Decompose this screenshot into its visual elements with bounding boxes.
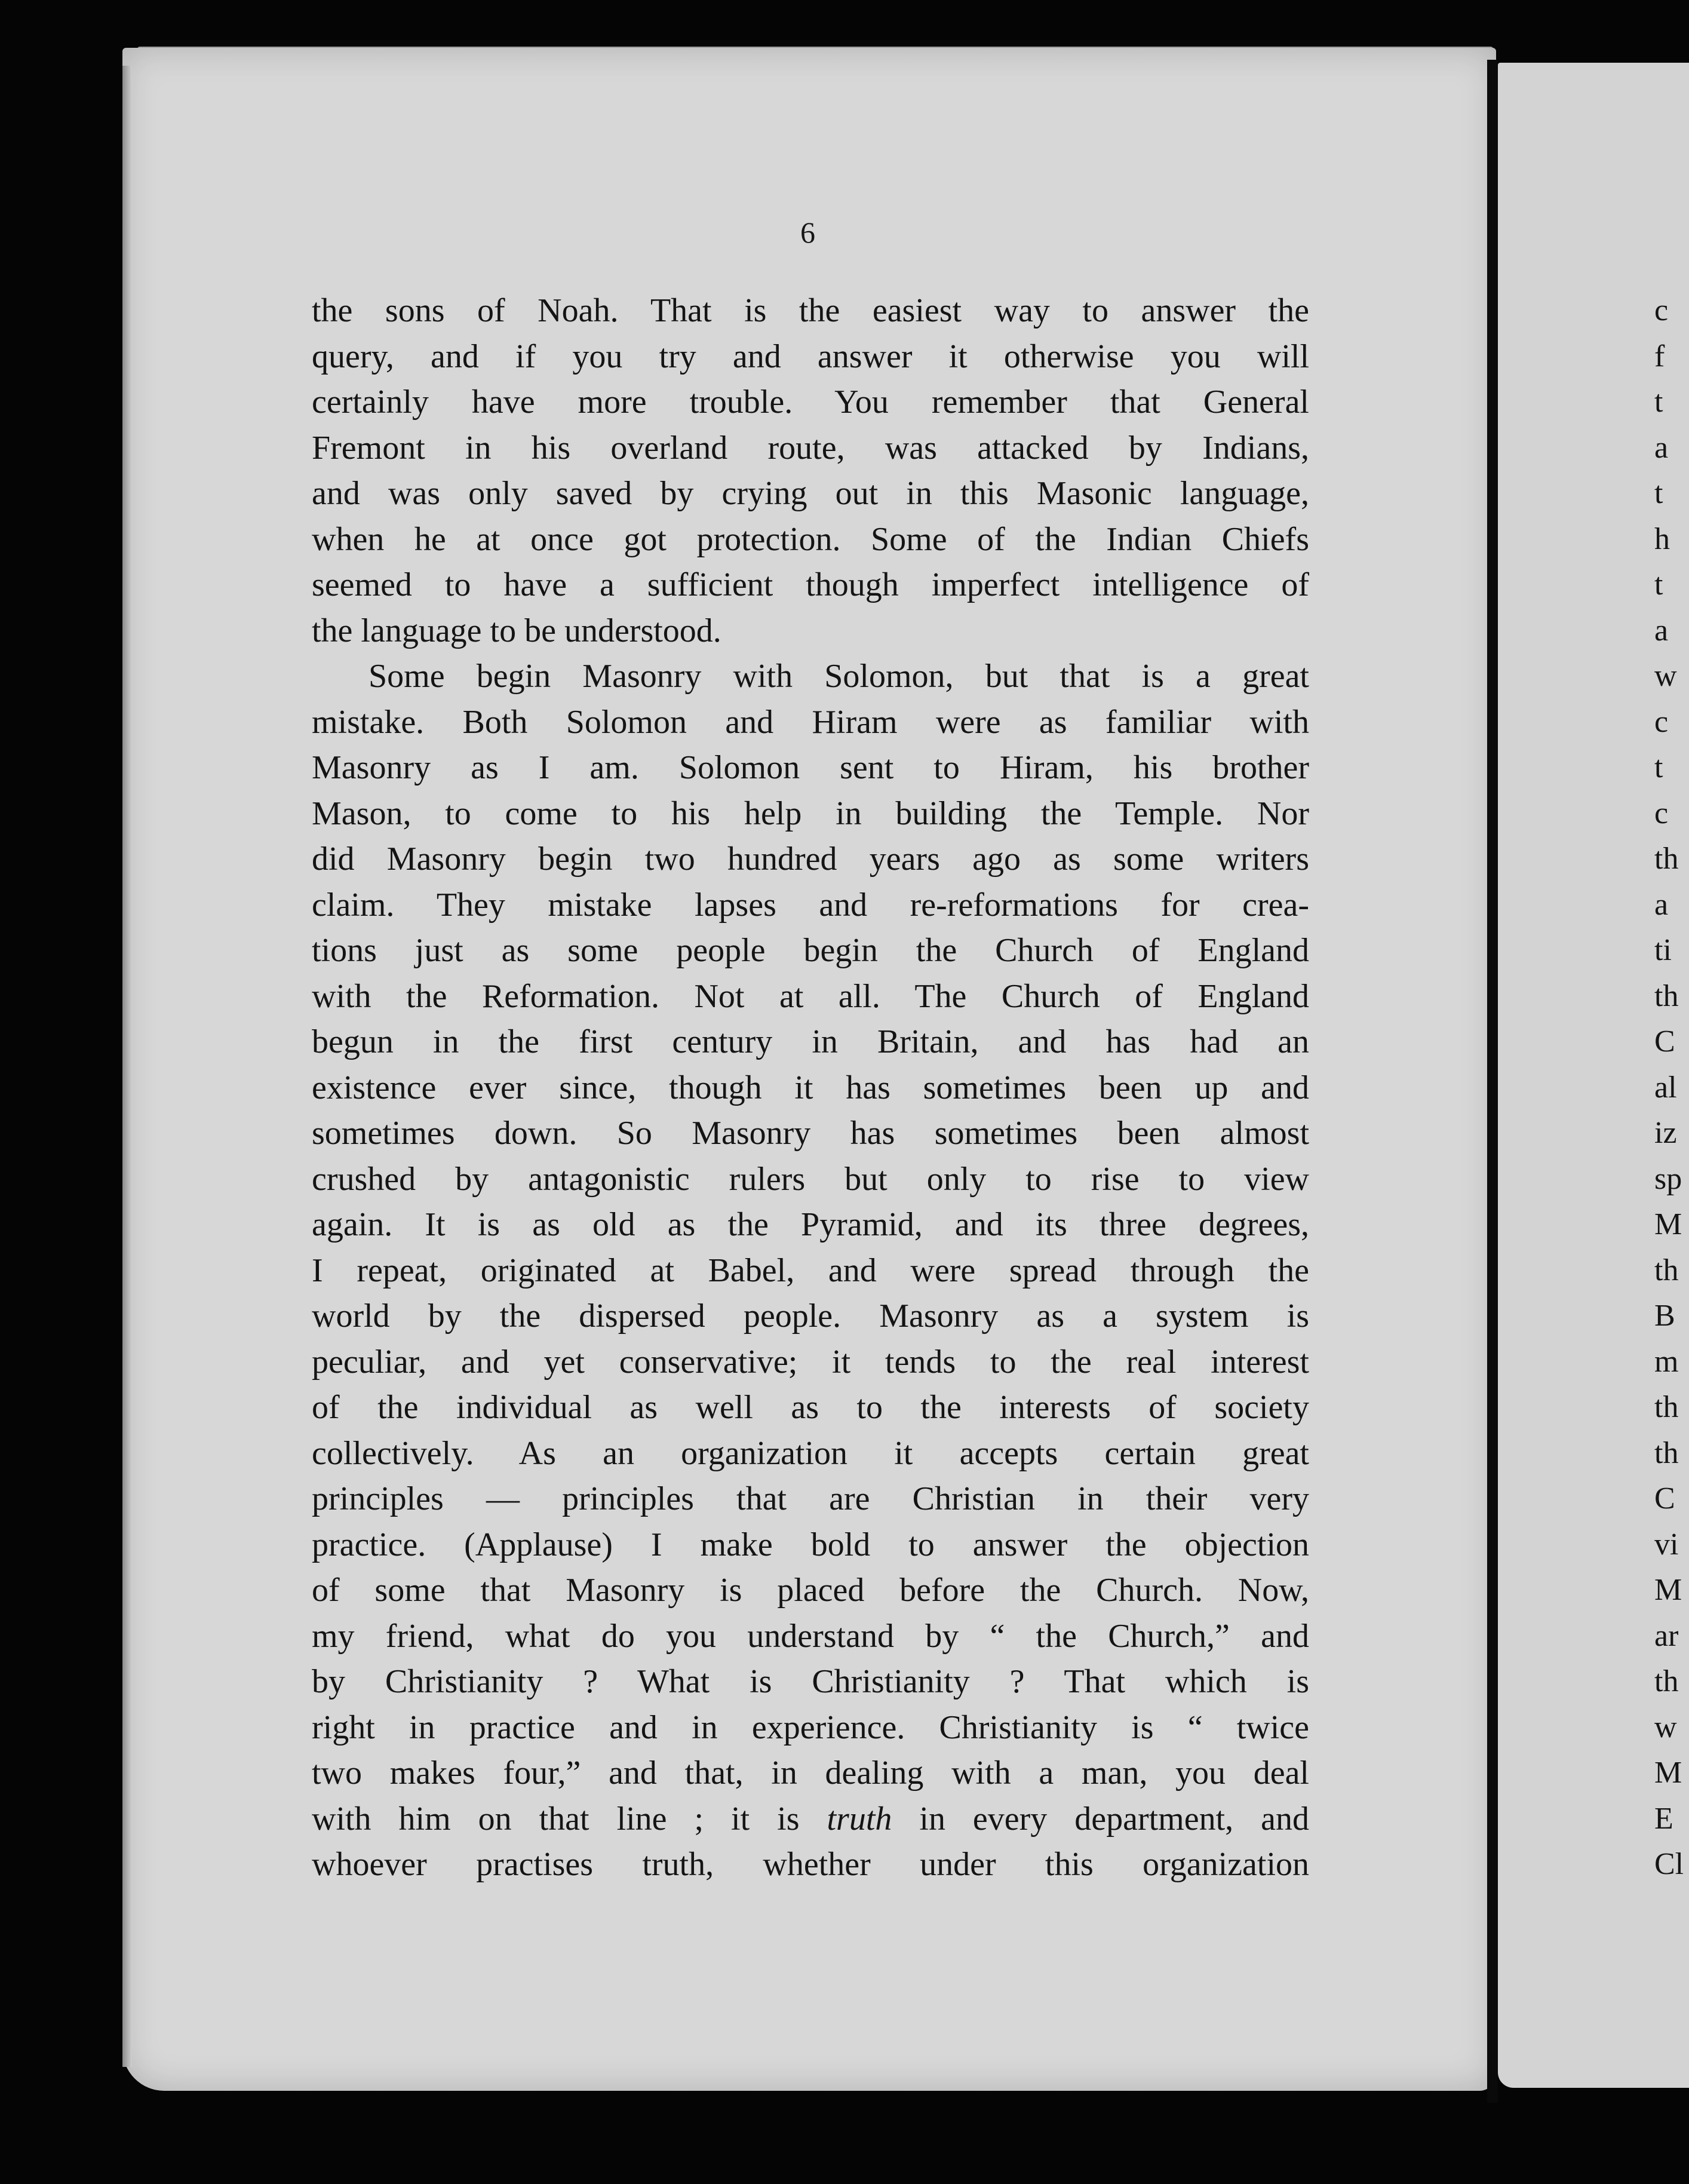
text-line: practice. (Applause) I make bold to answer the objection <box>312 1526 1309 1563</box>
text-line: two makes four,” and that, in dealing with a man, you deal <box>312 1754 1309 1792</box>
next-page-fragment: M <box>1654 1573 1682 1607</box>
text-line: tions just as some people begin the Church of England <box>312 932 1309 969</box>
text-line: certainly have more trouble. You remember that General <box>312 384 1309 421</box>
next-page-fragment: c <box>1654 293 1669 327</box>
next-page-fragment: vi <box>1654 1527 1679 1562</box>
text-line: when he at once got protection. Some of the Indian Chiefs <box>312 520 1309 558</box>
text-line: Fremont in his overland route, was attacked by Indians, <box>312 429 1309 467</box>
page-number: 6 <box>800 216 815 249</box>
next-page-fragment: t <box>1654 476 1663 510</box>
text-line: Mason, to come to his help in building the Temple. Nor <box>312 795 1309 832</box>
next-page-fragment: t <box>1654 568 1663 602</box>
text-line: world by the dispersed people. Masonry as a system is <box>312 1297 1309 1335</box>
next-page-fragment: h <box>1654 522 1670 556</box>
text-line: did Masonry begin two hundred years ago as some writers <box>312 841 1309 878</box>
text-line: seemed to have a sufficient though imperfect intelligence of <box>312 566 1309 603</box>
text-segment: with him on that line ; it is <box>312 1800 827 1838</box>
next-page-fragment: a <box>1654 613 1669 648</box>
next-page-fragment: sp <box>1654 1161 1682 1196</box>
text-line-with-italic <box>312 1796 1309 1842</box>
text-line: claim. They mistake lapses and re-reformations for crea- <box>312 886 1309 924</box>
text-line: the sons of Noah. That is the easiest way to answer the <box>312 292 1309 329</box>
text-segment: in every department, and <box>892 1800 1309 1838</box>
next-page-fragment: E <box>1654 1801 1673 1836</box>
page-left-edge <box>122 66 132 2067</box>
next-page-fragment: B <box>1654 1299 1675 1333</box>
next-page-fragment: th <box>1654 1253 1679 1287</box>
next-page-fragment: a <box>1654 430 1669 465</box>
text-line: collectively. As an organization it accepts certain great <box>312 1434 1309 1472</box>
text-line: the language to be understood. <box>312 612 721 649</box>
next-page-fragment: M <box>1654 1207 1682 1241</box>
next-page-fragment: Cl <box>1654 1847 1684 1881</box>
body-text <box>312 288 1309 1888</box>
next-page-fragment: th <box>1654 978 1679 1013</box>
text-line: existence ever since, though it has sometimes been up and <box>312 1069 1309 1106</box>
next-page-fragment: C <box>1654 1481 1675 1516</box>
italic-word: truth <box>827 1800 892 1838</box>
text-line: again. It is as old as the Pyramid, and its three degrees, <box>312 1206 1309 1243</box>
text-line: crushed by antagonistic rulers but only to rise to view <box>312 1160 1309 1198</box>
text-line: whoever practises truth, whether under this organization <box>312 1846 1309 1883</box>
next-page-fragment: iz <box>1654 1116 1677 1150</box>
text-line: principles — principles that are Christian in their very <box>312 1480 1309 1517</box>
text-line: mistake. Both Solomon and Hiram were as familiar with <box>312 703 1309 741</box>
next-page-fragment: f <box>1654 339 1665 373</box>
next-page-fragment: th <box>1654 1435 1679 1470</box>
next-page-fragment: c <box>1654 704 1669 739</box>
text-line: of the individual as well as to the interests of society <box>312 1389 1309 1426</box>
next-page-fragment: C <box>1654 1024 1675 1059</box>
next-page-fragment: M <box>1654 1756 1682 1790</box>
text-line: begun in the first century in Britain, and has had an <box>312 1023 1309 1060</box>
next-page-fragment: ti <box>1654 933 1672 967</box>
text-line: with the Reformation. Not at all. The Church of England <box>312 977 1309 1015</box>
text-line: right in practice and in experience. Christianity is “ twice <box>312 1708 1309 1746</box>
next-page-fragment: a <box>1654 887 1669 922</box>
book-gutter <box>1487 60 1498 2103</box>
next-page-fragment: th <box>1654 1390 1679 1424</box>
text-line: by Christianity ? What is Christianity ? That which is <box>312 1663 1309 1700</box>
text-line: and was only saved by crying out in this Masonic language, <box>312 475 1309 512</box>
text-line: I repeat, originated at Babel, and were spread through the <box>312 1251 1309 1289</box>
text-line: sometimes down. So Masonry has sometimes been almost <box>312 1115 1309 1152</box>
next-page-fragment: th <box>1654 842 1679 876</box>
next-page-fragment: ar <box>1654 1618 1679 1653</box>
text-line: Masonry as I am. Solomon sent to Hiram, his brother <box>312 749 1309 786</box>
next-page-fragment: m <box>1654 1344 1679 1379</box>
next-page-fragment: th <box>1654 1664 1679 1698</box>
text-line: my friend, what do you understand by “ the Church,” and <box>312 1617 1309 1655</box>
next-page-fragment: w <box>1654 1710 1677 1744</box>
next-page-fragment: al <box>1654 1070 1677 1105</box>
text-line: of some that Masonry is placed before the Church. Now, <box>312 1572 1309 1609</box>
next-page-fragment: c <box>1654 796 1669 830</box>
next-page-fragment: t <box>1654 750 1663 784</box>
next-page-fragment: t <box>1654 385 1663 419</box>
text-line: peculiar, and yet conservative; it tends to the real interest <box>312 1343 1309 1381</box>
text-line: query, and if you try and answer it otherwise you will <box>312 338 1309 375</box>
next-page-fragment: w <box>1654 659 1677 693</box>
text-line: Some begin Masonry with Solomon, but that is a great <box>368 658 1309 695</box>
